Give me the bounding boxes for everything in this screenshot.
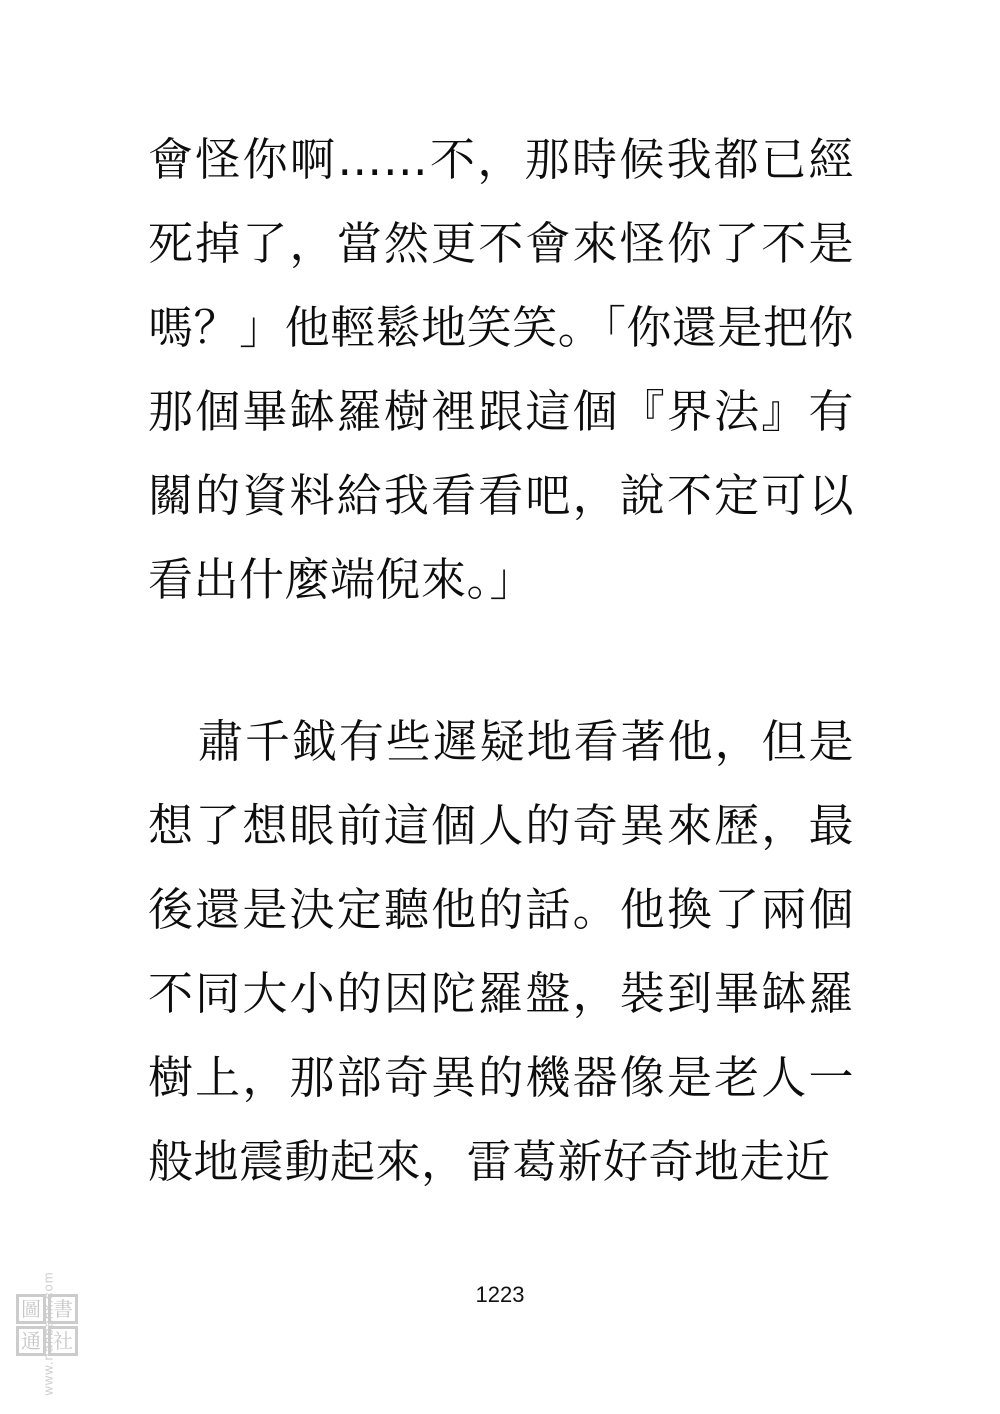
paragraph: 會怪你啊……不，那時候我都已經死掉了，當然更不會來怪你了不是嗎？」他輕鬆地笑笑。「你還是把你那個畢缽羅樹裡跟這個『界法』有關的資料給我看看吧，說不定可以看出什麼端倪來。」 [148,133,854,606]
seal-char: 通 [21,1329,41,1353]
watermark [6,1271,90,1406]
page-content [148,118,854,1204]
watermark-url: www.nanbanx.com [40,1271,56,1396]
seal-char: 圖 [21,1297,41,1321]
seal-char: 社 [53,1329,73,1353]
paragraph: 肅千鉞有些遲疑地看著他，但是想了想眼前這個人的奇異來歷，最後還是決定聽他的話。他換了兩個不同大小的因陀羅盤，裝到畢缽羅樹上，那部奇異的機器像是老人一般地震動起來，雷葛新好奇地走近 [148,715,854,1188]
seal-char: 書 [53,1297,73,1321]
page-number: 1223 [475,1282,525,1307]
